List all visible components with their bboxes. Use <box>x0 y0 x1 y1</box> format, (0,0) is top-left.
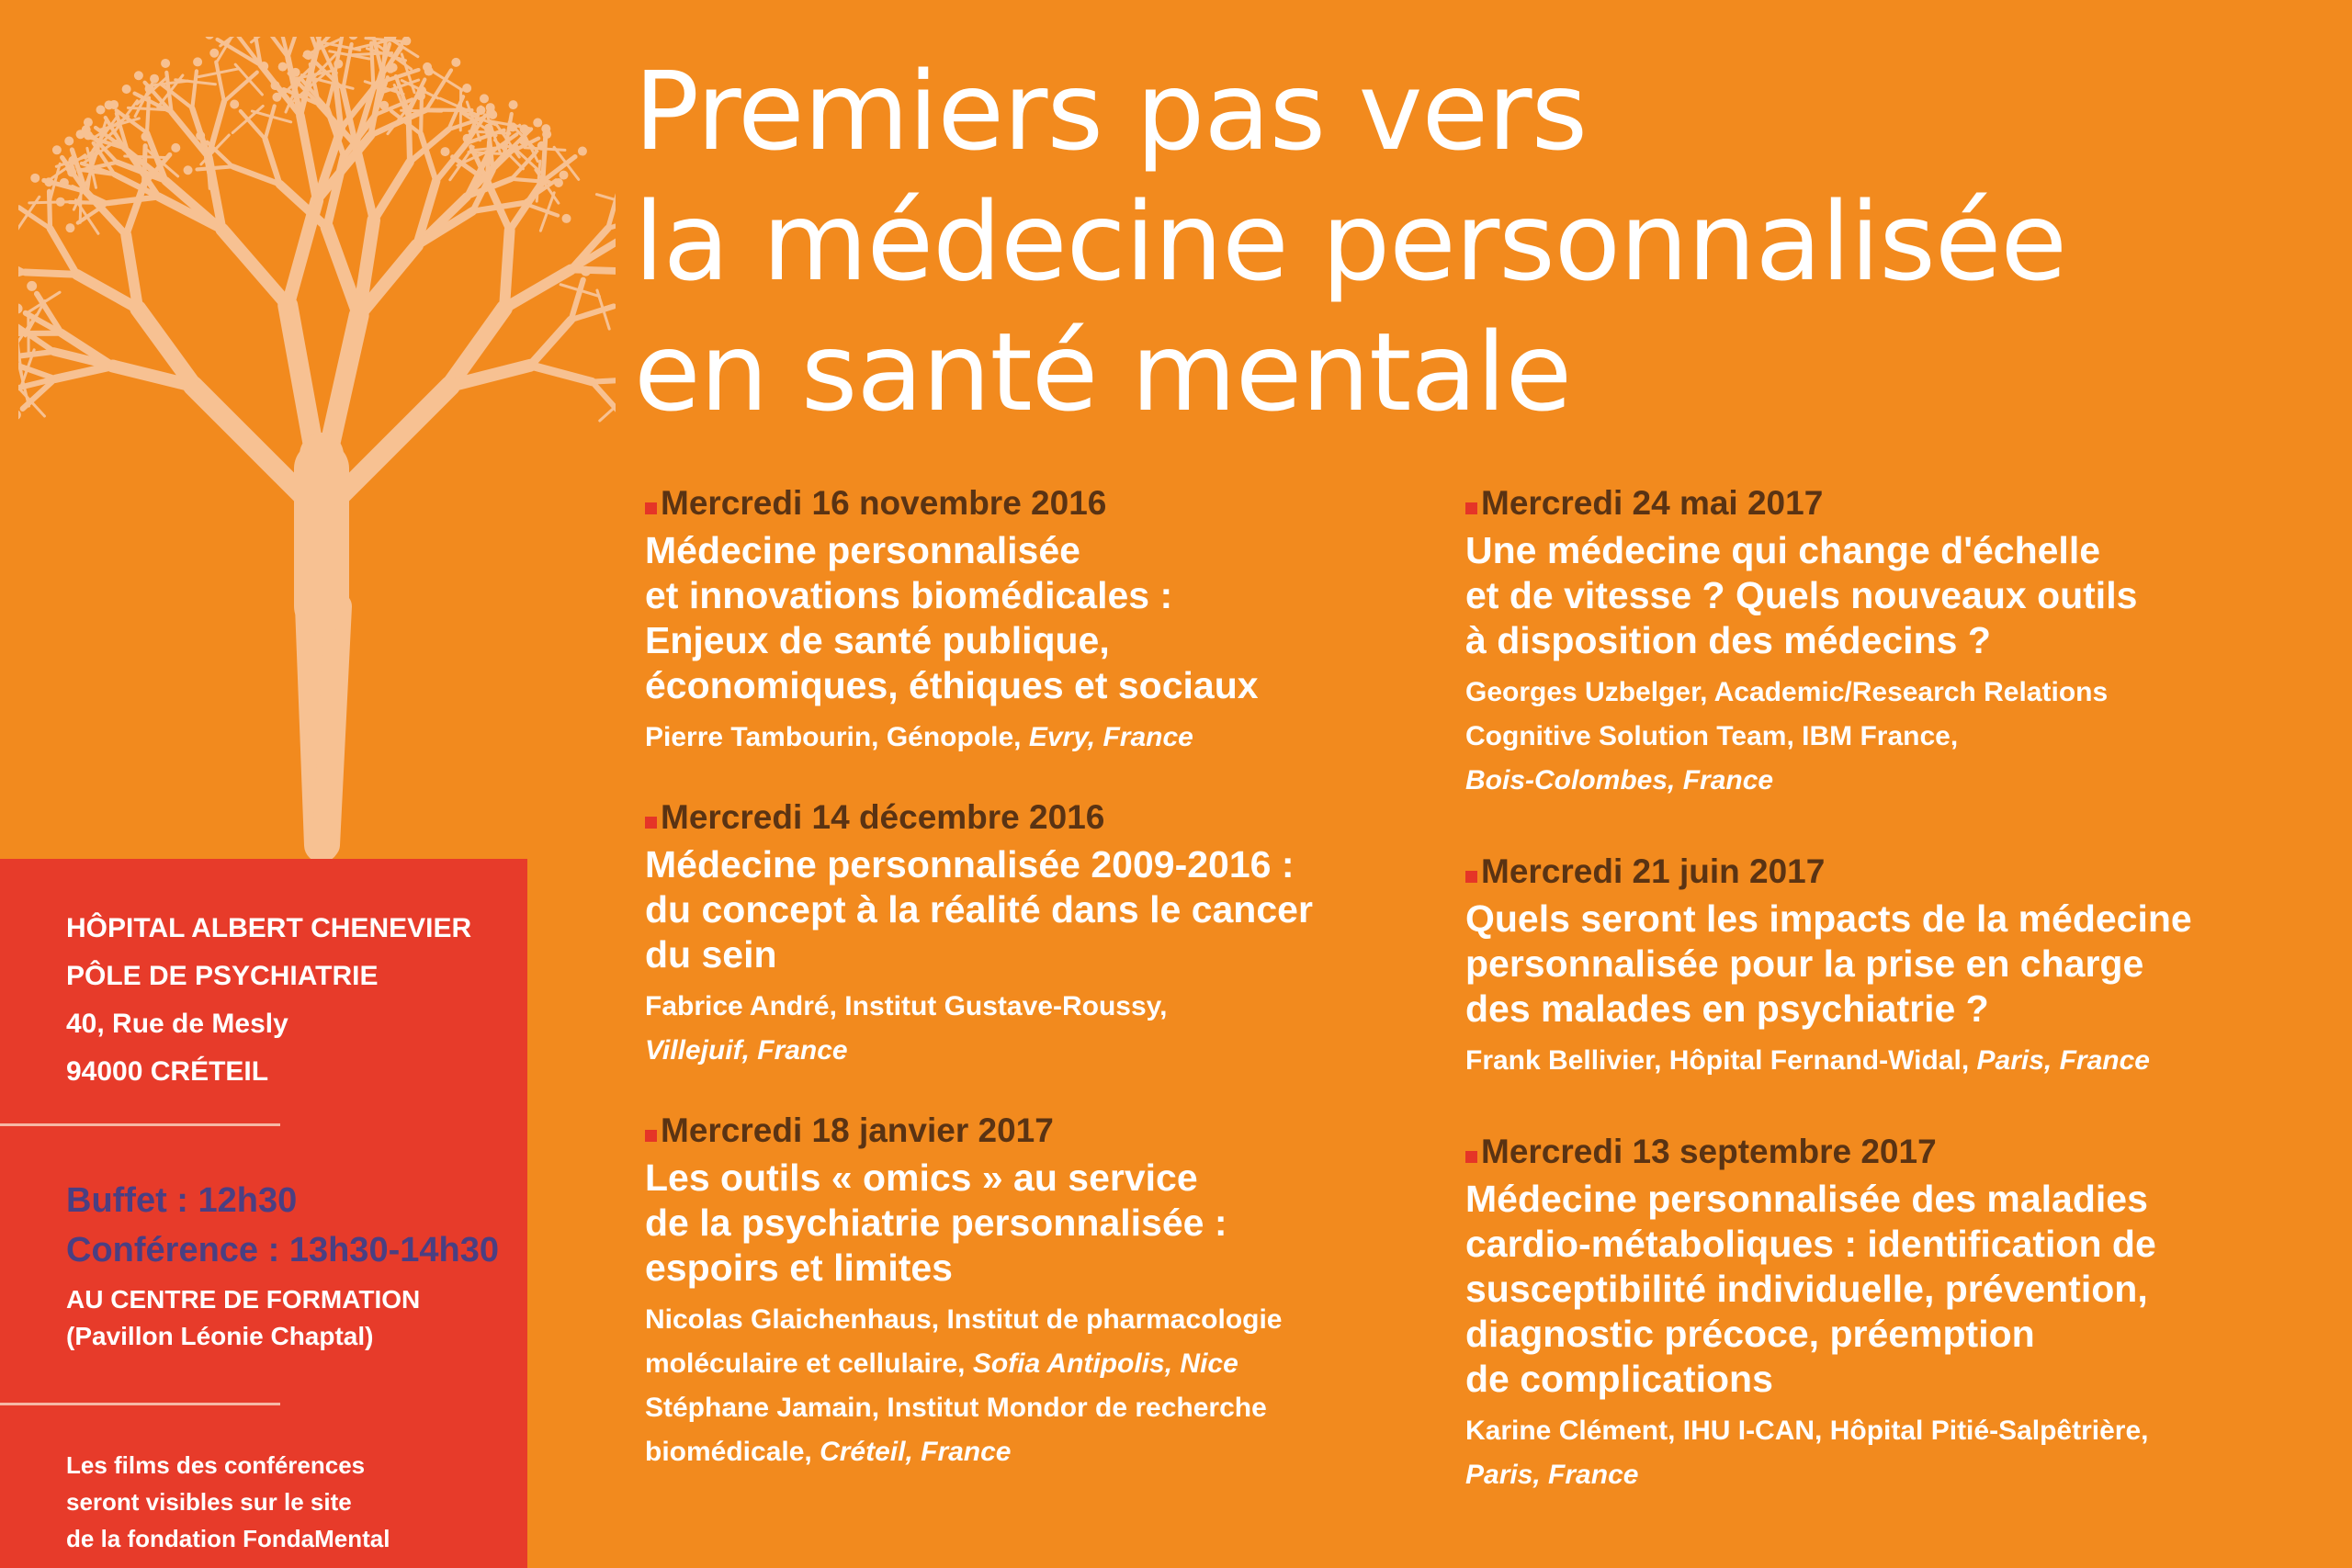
figure-head <box>401 37 411 46</box>
event-speaker <box>1465 671 2292 803</box>
figure-head <box>578 147 587 156</box>
speaker-text: biomédicale, <box>645 1437 820 1467</box>
figure-head <box>134 71 143 80</box>
conference-time: Conférence : 13h30-14h30 <box>66 1231 499 1269</box>
tree-branch <box>198 73 219 76</box>
venue-address <box>66 905 471 1096</box>
tree-branch <box>18 325 54 352</box>
speaker-text: Karine Clément, IHU I-CAN, Hôpital Pitié-Salpêtrière, <box>1465 1416 2149 1446</box>
tree-branch <box>28 197 39 213</box>
tree-branch <box>107 197 159 203</box>
speaker-text: Georges Uzbelger, Academic/Research Relations <box>1465 677 2109 707</box>
figure-head <box>424 67 434 76</box>
event-title-line: et de vitesse ? Quels nouveaux outils <box>1465 574 2138 616</box>
divider <box>0 1403 280 1405</box>
speaker-line <box>1465 759 2292 803</box>
tree-branch <box>366 39 386 40</box>
figure-head <box>76 130 85 139</box>
event-title-line: Médecine personnalisée 2009-2016 : <box>645 843 1295 886</box>
speaker-location: Paris, France <box>1465 1460 1639 1490</box>
figure-head <box>562 214 571 223</box>
event-date-text: Mercredi 24 mai 2017 <box>1481 484 1824 522</box>
event-item <box>1465 482 2292 803</box>
event-title-line: Enjeux de santé publique, <box>645 619 1110 661</box>
place-line-1: AU CENTRE DE FORMATION <box>66 1285 421 1314</box>
figure-head <box>105 100 114 109</box>
figure-head <box>96 105 105 114</box>
tree-branch <box>80 202 81 222</box>
event-item <box>645 1110 1453 1474</box>
speaker-text: Stéphane Jamain, Institut Mondor de recherche <box>645 1393 1267 1423</box>
tree-branch <box>596 195 616 200</box>
tree-branch <box>566 164 578 180</box>
event-title-line: espoirs et limites <box>645 1247 953 1289</box>
tree-branch <box>504 231 510 309</box>
tree-branch <box>600 407 615 421</box>
tree-branch <box>374 162 410 220</box>
tree-branch <box>25 272 76 274</box>
tree-branch <box>327 228 359 316</box>
event-title <box>1465 528 2292 663</box>
event-speaker <box>645 1298 1453 1474</box>
speaker-location: Bois-Colombes, France <box>1465 765 1774 795</box>
speaker-line <box>1465 1409 2292 1453</box>
event-title-line: économiques, éthiques et sociaux <box>645 664 1259 706</box>
speaker-line <box>645 1342 1453 1386</box>
hospital-name: HÔPITAL ALBERT CHENEVIER <box>66 913 472 943</box>
speaker-line <box>1465 671 2292 715</box>
figure-head <box>537 141 547 151</box>
tree-branch <box>235 64 249 79</box>
figure-head <box>291 68 300 77</box>
event-speaker <box>1465 1039 2292 1083</box>
event-date <box>1465 1131 2292 1173</box>
tree-branch <box>371 43 373 87</box>
tree-branch <box>192 71 197 108</box>
figure-head <box>145 85 154 94</box>
events-column-right <box>1465 482 2292 1545</box>
event-title <box>1465 1177 2292 1402</box>
figure-head <box>259 62 268 71</box>
event-title-line: personnalisée pour la prise en charge <box>1465 942 2144 985</box>
event-speaker <box>1465 1409 2292 1497</box>
tree-branch <box>340 386 450 496</box>
tree-branch <box>440 98 458 107</box>
event-title-line: de la psychiatrie personnalisée : <box>645 1201 1227 1244</box>
tree-branch <box>249 80 263 95</box>
films-line-3: de la fondation FondaMental <box>66 1525 390 1552</box>
tree-branch <box>18 214 28 231</box>
tree-branch <box>472 203 523 211</box>
figure-head <box>451 58 460 67</box>
figure-head <box>542 130 551 139</box>
event-title-line: Médecine personnalisée des maladies <box>1465 1178 2148 1220</box>
tree-branch <box>42 292 60 303</box>
figure-head <box>150 74 159 84</box>
red-square-bullet-icon <box>1465 502 1477 514</box>
speaker-line <box>1465 1039 2292 1083</box>
tree-branch <box>560 285 580 290</box>
tree-branch <box>222 230 288 305</box>
tree-branch <box>446 80 463 91</box>
tree-branch <box>219 69 239 73</box>
tree-branch <box>271 117 290 122</box>
buffet-time: Buffet : 12h30 <box>66 1181 298 1220</box>
figure-head <box>519 136 528 145</box>
figure-head <box>52 145 62 154</box>
figure-head <box>44 177 53 186</box>
figure-head <box>417 86 426 96</box>
figure-head <box>141 132 150 141</box>
event-date <box>1465 482 2292 525</box>
event-date-text: Mercredi 16 novembre 2016 <box>661 484 1107 522</box>
figure-head <box>193 57 202 66</box>
speaker-location: Evry, France <box>1028 722 1193 752</box>
event-title-line: et innovations biomédicales : <box>645 574 1173 616</box>
event-title <box>645 528 1453 708</box>
tree-branch <box>548 193 554 212</box>
films-note <box>66 1447 390 1557</box>
speaker-line <box>645 1029 1453 1073</box>
speaker-line <box>645 985 1453 1029</box>
event-item <box>645 796 1453 1073</box>
figure-head <box>205 37 214 39</box>
figure-head <box>56 197 65 207</box>
event-date-text: Mercredi 21 juin 2017 <box>1481 852 1826 890</box>
event-title-line: Médecine personnalisée <box>645 529 1080 571</box>
event-date <box>645 1110 1453 1152</box>
figure-head <box>463 134 472 143</box>
venue-place <box>66 1281 420 1355</box>
figure-head <box>486 107 495 117</box>
event-title-line: cardio-métaboliques : identification de <box>1465 1223 2156 1265</box>
page-title <box>634 46 2066 437</box>
tree-branch <box>330 51 350 55</box>
event-title-line: du concept à la réalité dans le cancer <box>645 888 1313 931</box>
event-date <box>645 796 1453 839</box>
figure-head <box>389 63 398 73</box>
figure-head <box>230 99 239 108</box>
event-title-line: diagnostic précoce, préemption <box>1465 1313 2035 1355</box>
figure-head <box>300 433 344 477</box>
event-title-line: Les outils « omics » au service <box>645 1156 1198 1199</box>
figure-head <box>559 171 568 180</box>
speaker-location: Paris, France <box>1976 1045 2150 1076</box>
tree-branch <box>343 44 351 89</box>
title-line-1: Premiers pas vers <box>634 48 1588 175</box>
figure-head <box>196 131 205 141</box>
speaker-text: moléculaire et cellulaire, <box>645 1348 973 1379</box>
figure-head <box>272 93 281 102</box>
street-address: 40, Rue de Mesly <box>66 1009 288 1039</box>
figure-head <box>18 410 21 420</box>
speaker-line <box>1465 1453 2292 1497</box>
speaker-text: Pierre Tambourin, Génopole, <box>645 722 1029 752</box>
figure-head <box>334 60 343 69</box>
event-title-line: du sein <box>645 933 777 976</box>
figure-head <box>65 223 74 232</box>
figure-head <box>303 50 312 59</box>
event-date <box>645 482 1453 525</box>
tree-branch <box>29 202 50 203</box>
event-speaker <box>645 716 1453 760</box>
tree-branch <box>331 315 359 441</box>
figure-head <box>581 266 591 276</box>
tree-branch <box>31 401 45 416</box>
event-item <box>1465 851 2292 1083</box>
event-title-line: des malades en psychiatrie ? <box>1465 987 1989 1030</box>
tree-branch <box>51 229 77 275</box>
figure-head <box>209 49 219 58</box>
figure-head <box>480 94 489 103</box>
tree-branch <box>352 54 372 55</box>
figure-head <box>184 165 193 175</box>
schedule <box>66 1176 499 1275</box>
figure-head <box>520 124 529 133</box>
tree-branch <box>504 269 571 308</box>
event-title-line: à disposition des médecins ? <box>1465 619 1991 661</box>
tree-branch <box>215 135 229 150</box>
speaker-text: Nicolas Glaichenhaus, Institut de pharmacologie <box>645 1304 1283 1335</box>
speaker-text: Frank Bellivier, Hôpital Fernand-Widal, <box>1465 1045 1977 1076</box>
tree-branch <box>198 166 233 169</box>
tree-branch <box>540 212 547 231</box>
speaker-text: Fabrice André, Institut Gustave-Roussy, <box>645 991 1168 1021</box>
figure-head <box>554 178 563 187</box>
figure-head <box>533 118 542 128</box>
tree-branch <box>469 152 489 153</box>
tree-branch <box>421 100 422 134</box>
tree-branch <box>266 106 275 139</box>
event-item <box>1465 1131 2292 1497</box>
city: 94000 CRÉTEIL <box>66 1056 269 1087</box>
red-square-bullet-icon <box>645 817 657 829</box>
tree-branch <box>224 73 257 102</box>
tree-branch <box>597 290 604 310</box>
figure-head <box>441 147 450 156</box>
tree-branch <box>530 320 571 366</box>
figure-head <box>67 168 76 177</box>
red-square-bullet-icon <box>1465 871 1477 883</box>
title-line-2: la médecine personnalisée <box>634 178 2067 305</box>
speaker-line <box>645 1430 1453 1474</box>
speaker-line <box>645 1386 1453 1430</box>
figure-head <box>171 143 180 152</box>
figure-head <box>462 84 471 93</box>
figure-head <box>476 106 485 115</box>
event-date-text: Mercredi 18 janvier 2017 <box>661 1111 1054 1149</box>
tree-branch <box>216 62 224 102</box>
event-speaker <box>645 985 1453 1073</box>
tree-branch <box>18 255 25 272</box>
event-date <box>1465 851 2292 893</box>
tree-branch <box>193 386 303 496</box>
tree-branch <box>300 37 317 50</box>
figure-head <box>161 59 170 68</box>
tree-branch <box>251 37 267 42</box>
tree-illustration <box>18 37 616 863</box>
speaker-location: Créteil, France <box>820 1437 1012 1467</box>
figure-head <box>64 137 74 146</box>
event-date-text: Mercredi 14 décembre 2016 <box>661 798 1105 836</box>
event-item <box>645 482 1453 760</box>
tree-branch <box>232 119 248 133</box>
event-date-text: Mercredi 13 septembre 2017 <box>1481 1133 1937 1170</box>
tree-branch <box>196 82 216 85</box>
red-square-bullet-icon <box>645 502 657 514</box>
speaker-location: Sofia Antipolis, Nice <box>972 1348 1238 1379</box>
tree-branch <box>509 154 523 169</box>
tree-branch <box>608 189 616 228</box>
tree-branch <box>356 145 373 220</box>
event-title-line: susceptibilité individuelle, prévention, <box>1465 1268 2148 1310</box>
venue-info-box <box>0 859 527 1568</box>
figure-head <box>484 124 493 133</box>
figure-head <box>508 122 517 131</box>
figure-head <box>30 174 40 183</box>
tree-branch <box>604 310 610 329</box>
department-name: PÔLE DE PSYCHIATRIE <box>66 961 379 991</box>
figure-head <box>122 85 131 94</box>
tree-branch <box>530 366 592 382</box>
films-line-1: Les films des conférences <box>66 1451 366 1479</box>
speaker-text: Cognitive Solution Team, IBM France, <box>1465 721 1959 751</box>
tree-branch <box>409 113 410 163</box>
tree-branch <box>523 203 558 215</box>
tree-branch <box>592 379 616 382</box>
red-square-bullet-icon <box>1465 1151 1477 1163</box>
speaker-line <box>1465 715 2292 759</box>
event-title-line: Quels seront les impacts de la médecine <box>1465 897 2192 940</box>
figure-head <box>18 303 23 313</box>
event-title <box>645 1156 1453 1291</box>
tree-branch <box>326 606 338 845</box>
films-line-2: seront visibles sur le site <box>66 1488 352 1516</box>
tree-branch <box>288 37 301 57</box>
place-line-2: (Pavillon Léonie Chaptal) <box>66 1322 374 1350</box>
tree-branch <box>147 98 149 133</box>
figure-head <box>27 281 37 291</box>
tree-branch <box>208 168 209 188</box>
tree-branch <box>87 217 98 233</box>
event-title <box>1465 897 2292 1032</box>
event-title <box>645 842 1453 977</box>
figure-head <box>60 178 69 187</box>
figure-head <box>271 81 280 90</box>
speaker-line <box>645 1298 1453 1342</box>
figure-head <box>509 100 518 109</box>
tree-branch <box>571 306 614 320</box>
figure-head <box>278 62 288 72</box>
tree-branch <box>18 352 54 357</box>
events-column-left <box>645 482 1453 1511</box>
tree-branch <box>288 305 312 441</box>
title-line-3: en santé mentale <box>634 309 1572 435</box>
event-title-line: de complications <box>1465 1358 1773 1400</box>
speaker-location: Villejuif, France <box>645 1035 848 1066</box>
figure-head <box>68 156 77 165</box>
tree-branch <box>300 116 317 200</box>
figure-head <box>348 37 357 39</box>
tree-branch <box>571 269 616 271</box>
divider <box>0 1123 280 1126</box>
red-square-bullet-icon <box>645 1130 657 1142</box>
event-title-line: Une médecine qui change d'échelle <box>1465 529 2101 571</box>
tree-branch <box>126 185 143 235</box>
figure-head <box>379 101 389 110</box>
speaker-line <box>645 716 1453 760</box>
